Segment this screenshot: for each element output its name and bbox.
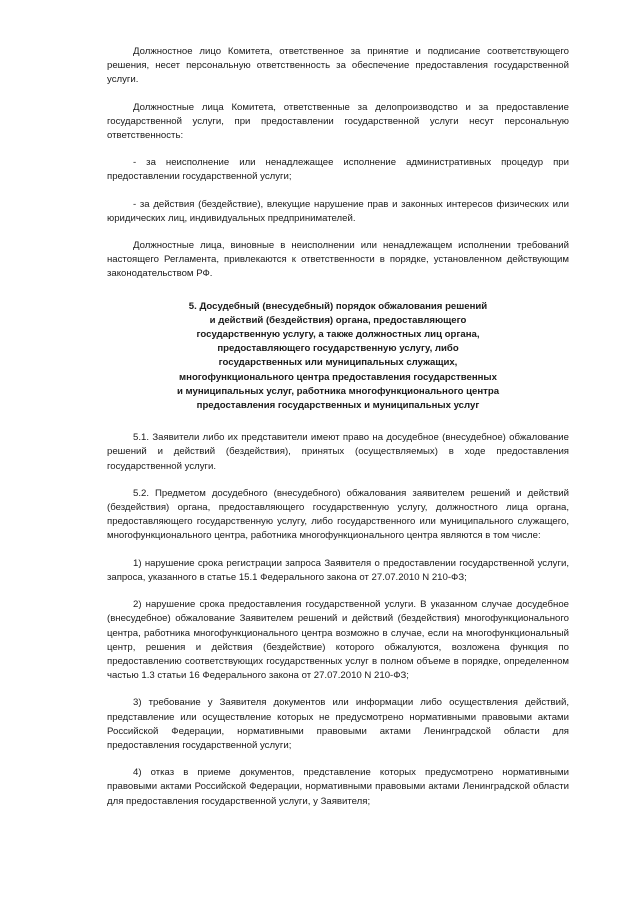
list-item-4: 4) отказ в приеме документов, представление которых предусмотрено нормативными правовыми актами Российской Федерации, нормативными правовыми актами Ленинградской области для предоставления государственной услуги, у Заявителя; [107,767,569,807]
document-body [107,45,569,809]
section-5-heading [107,300,569,414]
list-item-1: 1) нарушение срока регистрации запроса Заявителя о предоставлении государственной услуги, запроса, указанного в статье 15.1 Федерального закона от 27.07.2010 N 210-ФЗ; [107,557,569,583]
paragraph-official-responsibility: Должностное лицо Комитета, ответственное за принятие и подписание соответствующего решения, несет персональную ответственность за обеспечение предоставления государственной услуги. [107,46,569,86]
paragraph-bullet-nonperformance: - за неисполнение или ненадлежащее исполнение административных процедур при предоставлении государственной услуги; [107,157,569,183]
heading-line: государственную услугу, а также должностных лиц органа, [196,329,480,341]
heading-line: и муниципальных услуг, работника многофункционального центра [176,385,500,397]
heading-line: многофункционального центра предоставления государственных [179,371,497,383]
heading-line: предоставления государственных и муниципальных услуг [196,400,480,412]
paragraph-5-1: 5.1. Заявители либо их представители имеют право на досудебное (внесудебное) обжалование решений и действий (бездействия), принятых (осуществляемых) в ходе предоставления государственной услуги. [107,432,569,472]
list-item-3: 3) требование у Заявителя документов или информации либо осуществления действий, представление или осуществление которых не предусмотрено нормативными правовыми актами Российской Федерации, нормативными правовыми актами Ленинградской области для предоставления государственной услуги; [107,697,569,751]
heading-line: и действий (бездействия) органа, предоставляющего [209,314,467,326]
heading-line: 5. Досудебный (внесудебный) порядок обжалования решений [188,300,488,312]
paragraph-guilty-officials: Должностные лица, виновные в неисполнении или ненадлежащем исполнении требований настоящего Регламента, привлекаются к ответственности в порядке, установленном действующим законодательством РФ. [107,240,569,280]
heading-line: предоставляющего государственную услугу, либо [217,343,459,355]
heading-line: государственных или муниципальных служащих, [218,357,458,369]
paragraph-bullet-actions: - за действия (бездействие), влекущие нарушение прав и законных интересов физических или юридических лиц, индивидуальных предпринимателей. [107,198,569,224]
paragraph-officials-responsibility: Должностные лица Комитета, ответственные за делопроизводство и за предоставление государственной услуги, при предоставлении государственной услуги несут персональную ответственность: [107,101,569,142]
list-item-2: 2) нарушение срока предоставления государственной услуги. В указанном случае досудебное (внесудебное) обжалование Заявителем решений и действий (бездействия) многофункционального центра, работника многофункционального центра возможно в случае, если на многофункциональный центр, решения и действия (бездействие) которого обжалуются, возложена функция по предоставлению соответствующих государственных услуг в полном объеме в порядке, определенном частью 1.3 статьи 16 Федерального закона от 27.07.2010 N 210-ФЗ; [107,599,569,682]
paragraph-5-2: 5.2. Предметом досудебного (внесудебного) обжалования заявителем решений и действий (бездействия) органа, предоставляющего государственную услугу, должностного лица органа, предоставляющего государственную услугу, либо государственного или муниципального служащего, многофункционального центра, работника многофункционального центра являются в том числе: [107,487,569,542]
